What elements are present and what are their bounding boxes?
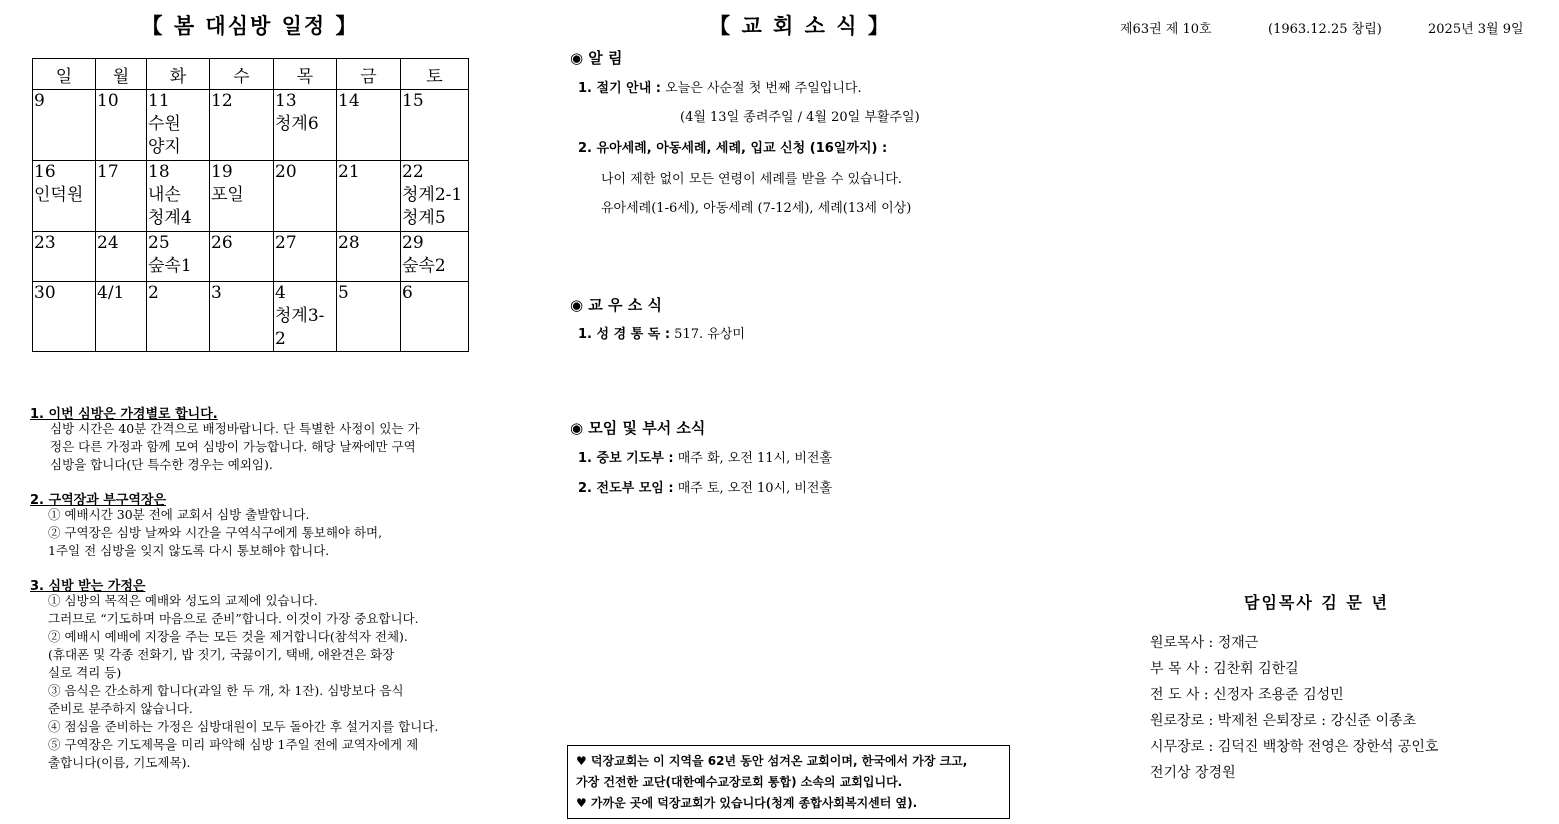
cell-day: 26 bbox=[211, 233, 233, 253]
calendar-cell bbox=[147, 282, 210, 352]
members-heading: ◉ 교 우 소 식 bbox=[570, 296, 662, 314]
cell-event: 포일 bbox=[211, 185, 244, 205]
note-line: 출합니다(이름, 기도제목). bbox=[48, 755, 191, 770]
cell-event: 숲속1 bbox=[148, 256, 192, 276]
notice-item-1-text: 오늘은 사순절 첫 번째 주일입니다. bbox=[661, 81, 862, 96]
note-line: (휴대폰 및 각종 전화기, 밥 짓기, 국끓이기, 택배, 애완견은 화장 bbox=[48, 647, 395, 662]
cell-day: 24 bbox=[97, 233, 119, 253]
cell-event: 청계6 bbox=[275, 114, 319, 134]
cell-day: 2 bbox=[148, 283, 159, 303]
notice-heading: ◉ 알 림 bbox=[570, 49, 623, 67]
members-item-1-text: 517. 유상미 bbox=[670, 327, 745, 342]
note-line: 정은 다른 가정과 함께 모여 심방이 가능합니다. 해당 날짜에만 구역 bbox=[50, 439, 416, 454]
cell-day: 3 bbox=[211, 283, 222, 303]
weekday-header: 수 bbox=[210, 59, 274, 90]
cell-event: 수원 bbox=[148, 114, 181, 134]
staff-line: 전기상 장경원 bbox=[1150, 765, 1236, 781]
calendar-week-row bbox=[33, 282, 469, 352]
calendar-week-row bbox=[33, 232, 469, 282]
cell-day: 6 bbox=[402, 283, 413, 303]
notice-item-1-sub: (4월 13일 종려주일 / 4월 20일 부활주일) bbox=[680, 110, 920, 125]
cell-day: 30 bbox=[34, 283, 56, 303]
church-news-title: 【 교 회 소 식 】 bbox=[709, 14, 891, 38]
weekday-header: 목 bbox=[274, 59, 337, 90]
calendar-cell bbox=[210, 90, 274, 161]
note-line: ① 심방의 목적은 예배와 성도의 교제에 있습니다. bbox=[48, 593, 318, 608]
calendar-week-row bbox=[33, 90, 469, 161]
calendar-week-row bbox=[33, 161, 469, 232]
calendar-cell bbox=[401, 232, 469, 282]
cell-day: 19 bbox=[211, 162, 233, 182]
calendar-cell bbox=[33, 232, 96, 282]
note-3-title: 3. 심방 받는 가정은 bbox=[30, 579, 146, 594]
bulletin-date: 2025년 3월 9일 bbox=[1428, 22, 1524, 37]
note-line: ② 예배시 예배에 지장을 주는 모든 것을 제거합니다(참석자 전체). bbox=[48, 629, 408, 644]
notice-item-2-sub: 나이 제한 없이 모든 연령이 세례를 받을 수 있습니다. bbox=[601, 172, 902, 187]
groups-item-2 bbox=[578, 480, 832, 498]
cell-event: 양지 bbox=[148, 137, 181, 157]
intro-line: ♥ 가까운 곳에 덕장교회가 있습니다(청계 종합사회복지센터 옆). bbox=[576, 796, 918, 810]
groups-item-1 bbox=[578, 450, 832, 468]
note-1-title: 1. 이번 심방은 가경별로 합니다. bbox=[30, 407, 218, 422]
cell-day: 22 bbox=[402, 162, 424, 182]
weekday-header: 토 bbox=[401, 59, 469, 90]
cell-day: 17 bbox=[97, 162, 119, 182]
cell-event: 청계2-1 bbox=[402, 185, 463, 205]
staff-line: 원로목사 : 정재근 bbox=[1150, 635, 1259, 651]
cell-day: 29 bbox=[402, 233, 424, 253]
calendar-cell bbox=[210, 232, 274, 282]
founded-date: (1963.12.25 창립) bbox=[1268, 22, 1382, 37]
calendar-cell bbox=[401, 90, 469, 161]
weekday-header: 화 bbox=[147, 59, 210, 90]
notice-item-1-label: 1. 절기 안내 : bbox=[578, 81, 661, 96]
calendar-cell bbox=[337, 232, 401, 282]
cell-day: 4/1 bbox=[97, 283, 125, 303]
notice-item-1 bbox=[578, 80, 862, 98]
calendar-cell bbox=[274, 90, 337, 161]
cell-day: 9 bbox=[34, 91, 45, 111]
cell-day: 28 bbox=[338, 233, 360, 253]
calendar-cell bbox=[147, 90, 210, 161]
calendar-cell bbox=[337, 90, 401, 161]
calendar-cell bbox=[96, 161, 147, 232]
note-line: ② 구역장은 심방 날짜와 시간을 구역식구에게 통보해야 하며, bbox=[48, 525, 383, 540]
calendar-cell bbox=[33, 282, 96, 352]
calendar-cell bbox=[33, 161, 96, 232]
calendar-cell bbox=[96, 90, 147, 161]
calendar-cell bbox=[337, 161, 401, 232]
groups-item-1-label: 1. 중보 기도부 : bbox=[578, 451, 674, 466]
cell-day: 15 bbox=[402, 91, 424, 111]
weekday-header: 월 bbox=[96, 59, 147, 90]
note-line: 심방을 합니다(단 특수한 경우는 예외임). bbox=[50, 457, 273, 472]
members-item-1-label: 1. 성 경 통 독 : bbox=[578, 327, 671, 342]
calendar-cell bbox=[96, 232, 147, 282]
groups-item-2-text: 매주 토, 오전 10시, 비전홀 bbox=[673, 481, 833, 496]
cell-day: 18 bbox=[148, 162, 170, 182]
staff-line: 원로장로 : 박제천 은퇴장로 : 강신준 이종초 bbox=[1150, 713, 1417, 729]
cell-day: 27 bbox=[275, 233, 297, 253]
groups-item-2-label: 2. 전도부 모임 : bbox=[578, 481, 674, 496]
notice-item-2-sub: 유아세례(1-6세), 아동세례 (7-12세), 세례(13세 이상) bbox=[601, 201, 912, 216]
cell-event: 인덕원 bbox=[34, 185, 84, 205]
cell-event: 청계4 bbox=[148, 208, 192, 228]
calendar-cell bbox=[210, 161, 274, 232]
note-line: ⑤ 구역장은 기도제목을 미리 파악해 심방 1주일 전에 교역자에게 제 bbox=[48, 737, 419, 752]
note-line: 1주일 전 심방을 잊지 않도록 다시 통보해야 합니다. bbox=[48, 543, 330, 558]
intro-line: 가장 건전한 교단(대한예수교장로회 통합) 소속의 교회입니다. bbox=[576, 775, 903, 789]
issue-number: 제63권 제 10호 bbox=[1120, 22, 1212, 37]
schedule-title: 【 봄 대심방 일정 】 bbox=[141, 14, 359, 38]
calendar-cell bbox=[210, 282, 274, 352]
cell-day: 13 bbox=[275, 91, 297, 111]
calendar-cell bbox=[401, 282, 469, 352]
senior-pastor: 담임목사 김 문 년 bbox=[1244, 593, 1389, 612]
intro-line: ♥ 덕장교회는 이 지역을 62년 동안 섬겨온 교회이며, 한국에서 가장 크고, bbox=[576, 754, 968, 768]
cell-day: 20 bbox=[275, 162, 297, 182]
cell-event: 내손 bbox=[148, 185, 181, 205]
cell-day: 4 bbox=[275, 283, 286, 303]
cell-day: 5 bbox=[338, 283, 349, 303]
groups-item-1-text: 매주 화, 오전 11시, 비전홀 bbox=[673, 451, 833, 466]
weekday-header: 금 bbox=[337, 59, 401, 90]
cell-day: 23 bbox=[34, 233, 56, 253]
groups-heading: ◉ 모임 및 부서 소식 bbox=[570, 419, 706, 437]
note-2-title: 2. 구역장과 부구역장은 bbox=[30, 493, 167, 508]
note-line: 심방 시간은 40분 간격으로 배정바랍니다. 단 특별한 사정이 있는 가 bbox=[50, 421, 420, 436]
calendar-cell bbox=[401, 161, 469, 232]
note-line: ① 예배시간 30분 전에 교회서 심방 출발합니다. bbox=[48, 507, 310, 522]
cell-day: 10 bbox=[97, 91, 119, 111]
cell-day: 14 bbox=[338, 91, 360, 111]
note-line: 실로 격리 등) bbox=[48, 665, 122, 680]
calendar-weekday-row bbox=[33, 59, 469, 90]
calendar-cell bbox=[337, 282, 401, 352]
cell-event: 숲속2 bbox=[402, 256, 446, 276]
staff-line: 전 도 사 : 신정자 조용준 김성민 bbox=[1150, 687, 1344, 703]
cell-day: 21 bbox=[338, 162, 360, 182]
note-line: 그러므로 “기도하며 마음으로 준비”합니다. 이것이 가장 중요합니다. bbox=[48, 611, 419, 626]
calendar-cell bbox=[274, 161, 337, 232]
calendar-cell bbox=[274, 232, 337, 282]
calendar-cell bbox=[33, 90, 96, 161]
cell-day: 16 bbox=[34, 162, 56, 182]
calendar-cell bbox=[147, 232, 210, 282]
staff-line: 부 목 사 : 김찬휘 김한길 bbox=[1150, 661, 1299, 677]
staff-line: 시무장로 : 김덕진 백창학 전영은 장한석 공인호 bbox=[1150, 739, 1439, 755]
calendar-cell bbox=[274, 282, 337, 352]
note-line: ③ 음식은 간소하게 합니다(과일 한 두 개, 차 1잔). 심방보다 음식 bbox=[48, 683, 404, 698]
weekday-header: 일 bbox=[33, 59, 96, 90]
cell-event: 청계3-2 bbox=[275, 306, 325, 349]
cell-event: 청계5 bbox=[402, 208, 446, 228]
note-line: 준비로 분주하지 않습니다. bbox=[48, 701, 193, 716]
cell-day: 25 bbox=[148, 233, 170, 253]
calendar-cell bbox=[147, 161, 210, 232]
cell-day: 11 bbox=[148, 91, 170, 111]
notice-item-2-label: 2. 유아세례, 아동세례, 세례, 입교 신청 (16일까지) : bbox=[578, 141, 888, 156]
calendar-cell bbox=[96, 282, 147, 352]
cell-day: 12 bbox=[211, 91, 233, 111]
note-line: ④ 점심을 준비하는 가정은 심방대원이 모두 돌아간 후 설거지를 합니다. bbox=[48, 719, 439, 734]
visitation-calendar bbox=[32, 58, 469, 352]
notice-item-2 bbox=[578, 140, 887, 158]
church-intro-box bbox=[567, 745, 1010, 819]
members-item-1 bbox=[578, 326, 745, 344]
